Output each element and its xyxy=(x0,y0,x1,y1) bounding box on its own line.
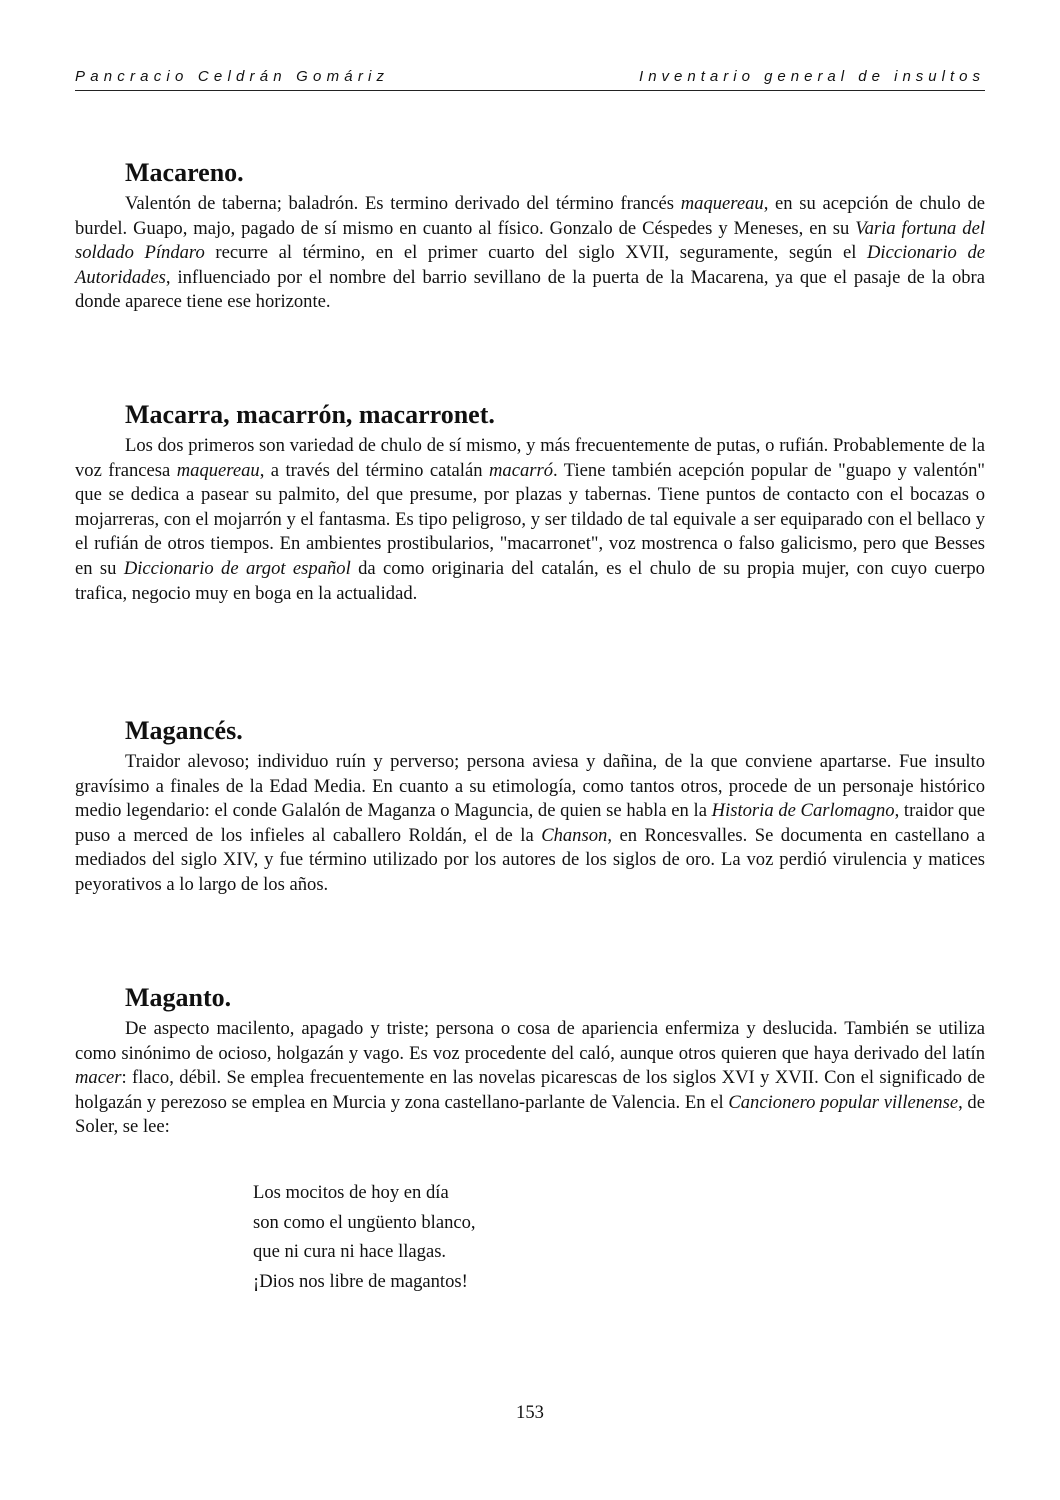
entry-magances xyxy=(75,714,985,898)
entry-title: Magancés. xyxy=(125,716,243,745)
entry-maganto xyxy=(75,981,985,1140)
entry-text: Los dos primeros son variedad de chulo de sí mismo, y más frecuentemente de putas, o rufián. Probablemente de la voz francesa maquereau, a través del término catalán macarró. Tiene también acepción popular de "guapo y valentón" que se dedica a pasear su palmito, del que presume, por plazas y tabernas. Tiene puntos de contacto con el bocazas o mojarreras, con el mojarrón y el fantasma. Es tipo peligroso, y ser tildado de tal equivale a ser equiparado con el bellaco y el rufián de otros tiempos. En ambientes prostibularios, "macarronet", voz mostrenca o falso galicismo, pero que Besses en su Diccionario de argot español da como originaria del catalán, es el chulo de su propia mujer, con cuyo cuerpo trafica, negocio muy en boga en la actualidad. xyxy=(75,435,985,604)
entry-title: Macarra, macarrón, macarronet. xyxy=(125,400,495,429)
header-book-title: Inventario general de insultos xyxy=(639,68,985,85)
entry-title: Macareno. xyxy=(125,158,244,187)
entry-text: De aspecto macilento, apagado y triste; persona o cosa de apariencia enfermiza y deslucida. También se utiliza como sinónimo de ocioso, holgazán y vago. Es voz procedente del caló, aunque otros quieren que haya derivado del latín macer: flaco, débil. Se emplea frecuentemente en las novelas picarescas de los siglos XVI y XVII. Con el significado de holgazán y perezoso se emplea en Murcia y zona castellano-parlante de Valencia. En el Cancionero popular villenense, de Soler, se lee: xyxy=(75,1018,985,1138)
entry-text: Traidor alevoso; individuo ruín y perverso; persona aviesa y dañina, de la que conviene apartarse. Fue insulto gravísimo a finales de la Edad Media. En cuanto a su etimología, como tantos otros, procede de un personaje histórico medio legendario: el conde Galalón de Maganza o Maguncia, de quien se habla en la Historia de Carlomagno, traidor que puso a merced de los infieles al caballero Roldán, el de la Chanson, en Roncesvalles. Se documenta en castellano a mediados del siglo XIV, y fue término utilizado por los autores de los siglos de oro. La voz perdió virulencia y matices peyorativos a lo largo de los años. xyxy=(75,751,986,895)
entry-title: Maganto. xyxy=(125,983,232,1012)
page-number: 153 xyxy=(516,1402,544,1423)
entry-macarra xyxy=(75,398,985,606)
verse-line: son como el ungüento blanco, xyxy=(253,1211,476,1233)
header-author: Pancracio Celdrán Gomáriz xyxy=(75,68,390,85)
entry-macareno xyxy=(75,156,985,315)
verse-line: Los mocitos de hoy en día xyxy=(253,1182,449,1203)
verse-line: ¡Dios nos libre de magantos! xyxy=(253,1270,468,1292)
verse-quote xyxy=(253,1178,476,1296)
running-header xyxy=(75,68,985,91)
entry-text: Valentón de taberna; baladrón. Es termino derivado del término francés maquereau, en su acepción de chulo de burdel. Guapo, majo, pagado de sí mismo en cuanto al físico. Gonzalo de Céspedes y Meneses, en su Varia fortuna del soldado Píndaro recurre al término, en el primer cuarto del siglo XVII, seguramente, según el Diccionario de Autoridades, influenciado por el nombre del barrio sevillano de la puerta de la Macarena, ya que el pasaje de la obra donde aparece tiene ese horizonte. xyxy=(75,193,986,313)
verse-line: que ni cura ni hace llagas. xyxy=(253,1241,447,1262)
